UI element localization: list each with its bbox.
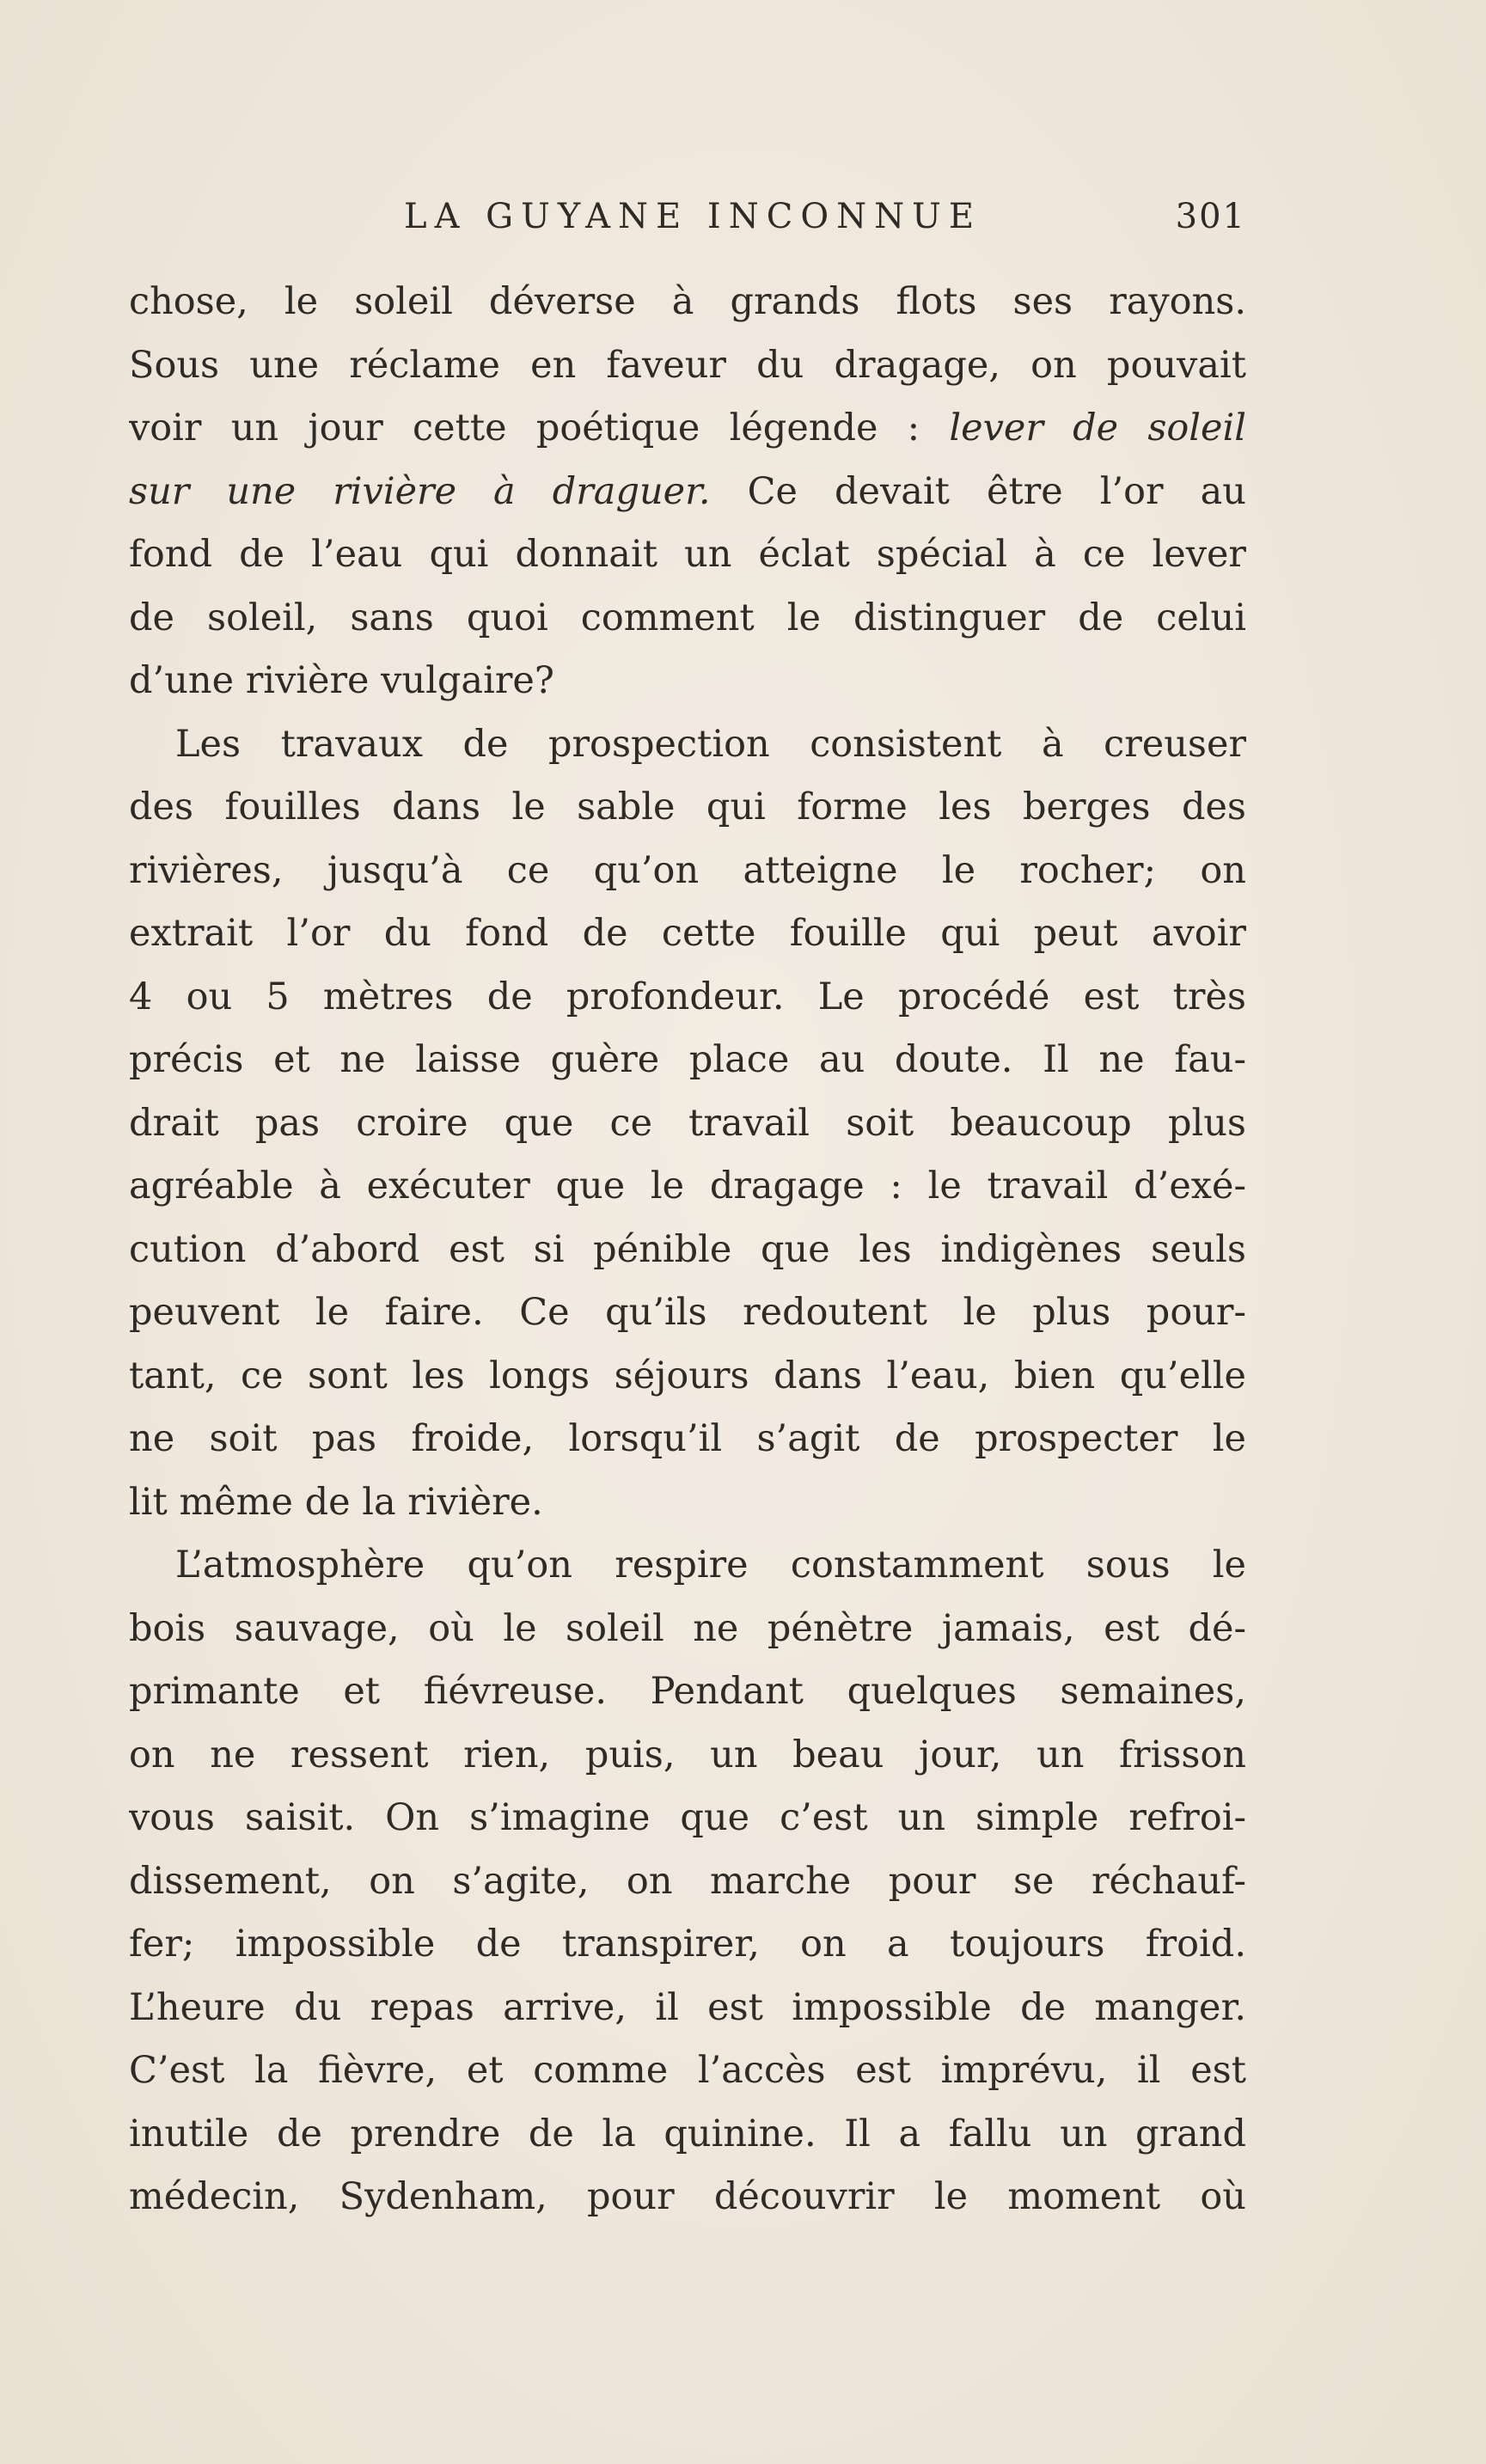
- text-line: L’atmosphère qu’on respire constamment sous le: [175, 1544, 1246, 1587]
- text-line: agréable à exécuter que le dragage : le travail d’exé-: [129, 1165, 1246, 1208]
- text-line: primante et fiévreuse. Pendant quelques semaines,: [129, 1670, 1246, 1713]
- running-title: LA GUYANE INCONNUE: [404, 197, 982, 236]
- text-line: on ne ressent rien, puis, un beau jour, un frisson: [129, 1733, 1246, 1776]
- text-line: précis et ne laisse guère place au doute. Il ne fau-: [129, 1038, 1246, 1081]
- text-line: peuvent le faire. Ce qu’ils redoutent le plus pour-: [129, 1291, 1246, 1334]
- text-line: rivières, jusqu’à ce qu’on atteigne le rocher; on: [129, 848, 1246, 892]
- text-line: fer; impossible de transpirer, on a toujours froid.: [129, 1923, 1246, 1966]
- text-line: drait pas croire que ce travail soit beaucoup plus: [129, 1101, 1246, 1145]
- text-span: Ce devait être l’or au: [710, 469, 1246, 513]
- text-line: médecin, Sydenham, pour découvrir le moment où: [129, 2175, 1246, 2218]
- text-span: voir un jour cette poétique légende :: [129, 407, 950, 449]
- text-line: [129, 461, 1246, 524]
- text-line: de soleil, sans quoi comment le distinguer de celui: [129, 596, 1246, 639]
- text-line: d’une rivière vulgaire?: [129, 659, 554, 702]
- text-line: chose, le soleil déverse à grands flots ses rayons.: [129, 280, 1246, 323]
- italic-phrase: sur une rivière à draguer.: [129, 469, 711, 513]
- page-number: 301: [1175, 197, 1246, 236]
- text-line: Sous une réclame en faveur du dragage, on pouvait: [129, 343, 1246, 387]
- text-line: C’est la fièvre, et comme l’accès est imprévu, il est: [129, 2049, 1246, 2092]
- italic-phrase: lever de soleil: [949, 407, 1246, 449]
- text-line: [129, 397, 1246, 461]
- text-line: tant, ce sont les longs séjours dans l’eau, bien qu’elle: [129, 1354, 1246, 1397]
- text-line: inutile de prendre de la quinine. Il a fallu un grand: [129, 2112, 1246, 2155]
- text-line: cution d’abord est si pénible que les indigènes seuls: [129, 1227, 1246, 1271]
- text-line: ne soit pas froide, lorsqu’il s’agit de prospecter le: [129, 1417, 1246, 1460]
- body-text: [129, 271, 1246, 2229]
- text-line: fond de l’eau qui donnait un éclat spécial à ce lever: [129, 533, 1246, 576]
- text-line: 4 ou 5 mètres de profondeur. Le procédé est très: [129, 975, 1246, 1018]
- text-line: dissement, on s’agite, on marche pour se réchauf-: [129, 1859, 1246, 1903]
- text-line: bois sauvage, où le soleil ne pénètre jamais, est dé-: [129, 1606, 1246, 1650]
- text-line: des fouilles dans le sable qui forme les berges des: [129, 786, 1246, 828]
- text-line: vous saisit. On s’imagine que c’est un simple refroi-: [129, 1796, 1246, 1839]
- text-line: L’heure du repas arrive, il est impossible de manger.: [129, 1985, 1246, 2029]
- text-line: Les travaux de prospection consistent à creuser: [175, 722, 1246, 766]
- text-line: extrait l’or du fond de cette fouille qui peut avoir: [129, 912, 1246, 955]
- text-line: lit même de la rivière.: [129, 1480, 543, 1524]
- running-head: [129, 191, 1246, 242]
